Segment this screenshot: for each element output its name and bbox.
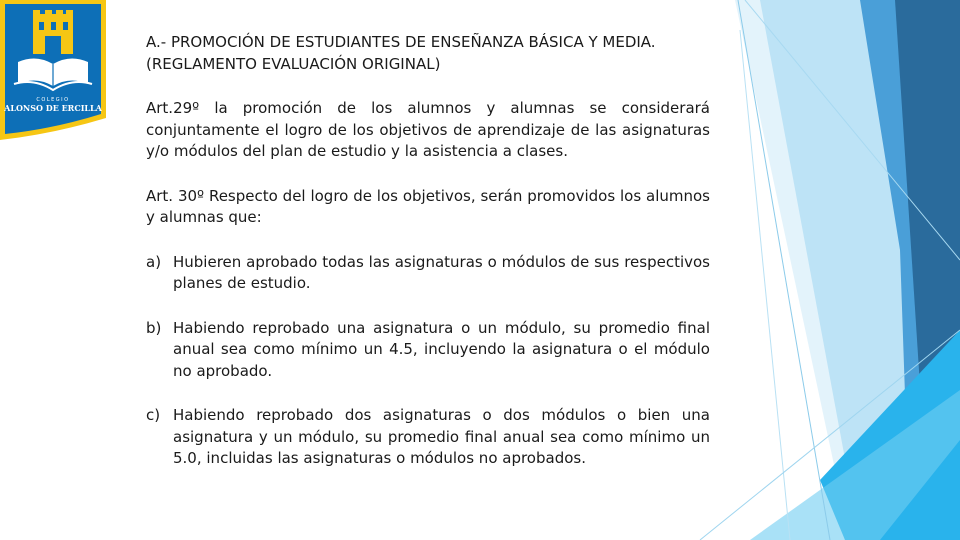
article-30: Art. 30º Respecto del logro de los objetivos, serán promovidos los alumnos y alumnas que: bbox=[146, 186, 710, 226]
logo-caption-bottom: ALONSO DE ERCILLA bbox=[4, 103, 102, 113]
heading-line-2: (REGLAMENTO EVALUACIÓN ORIGINAL) bbox=[146, 54, 441, 73]
document-body bbox=[146, 32, 710, 493]
list-marker: b) bbox=[146, 318, 162, 337]
list-item bbox=[146, 318, 710, 383]
list-item bbox=[146, 252, 710, 295]
list-marker: a) bbox=[146, 252, 162, 271]
school-logo bbox=[0, 0, 108, 140]
list-marker: c) bbox=[146, 406, 161, 424]
list-item-text: Habiendo reprobado dos asignaturas o dos módulos o bien una asignatura y un módulo, su promedio final anual sea como mínimo un 5.0, incluidas las asignaturas o módulos no aprobados. bbox=[173, 406, 710, 467]
logo-caption-top: COLEGIO bbox=[36, 97, 70, 103]
document-heading bbox=[146, 32, 710, 75]
list-item-text: Hubieren aprobado todas las asignaturas o módulos de sus respectivos planes de estudio. bbox=[173, 252, 710, 292]
list-item bbox=[146, 405, 710, 470]
article-29: Art.29º la promoción de los alumnos y alumnas se considerará conjuntamente el logro de los objetivos de aprendizaje de las asignaturas y/o módulos del plan de estudio y la asistencia a clases. bbox=[146, 99, 710, 160]
heading-line-1: A.- PROMOCIÓN DE ESTUDIANTES DE ENSEÑANZA BÁSICA Y MEDIA. bbox=[146, 33, 656, 51]
list-item-text: Habiendo reprobado una asignatura o un módulo, su promedio final anual sea como mínimo un 4.5, incluyendo la asignatura o el módulo no aprobado. bbox=[173, 318, 710, 380]
